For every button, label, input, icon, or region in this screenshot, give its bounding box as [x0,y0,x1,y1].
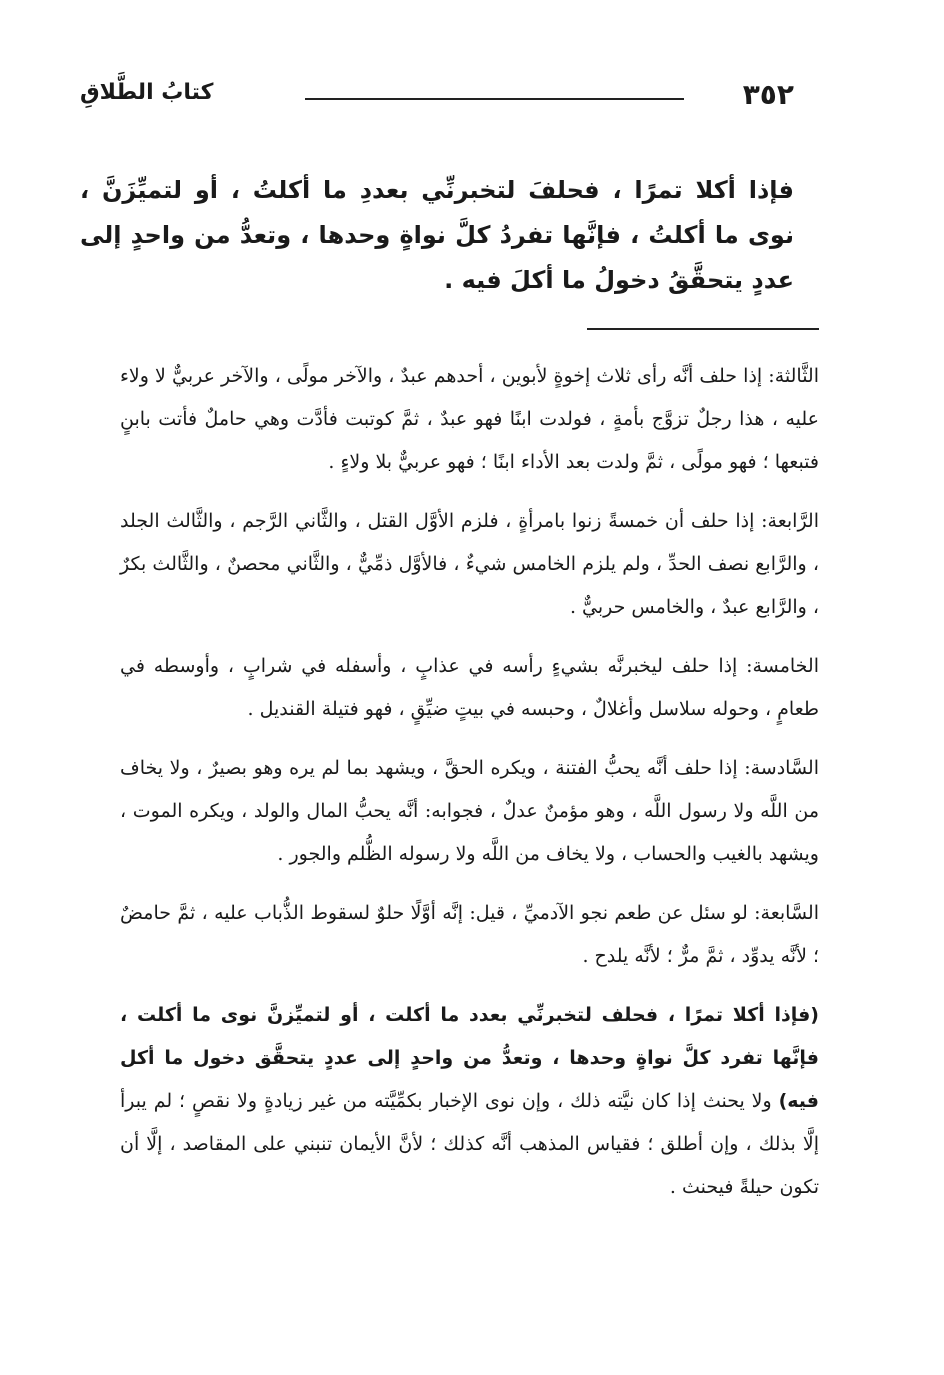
footnote-third: الثَّالثة: إذا حلف أنَّه رأى ثلاث إخوةٍ لأبوين ، أحدهم عبدٌ ، والآخر مولًى ، والآخر عربيٌّ لا ولاء عليه ، هذا رجلٌ تزوَّج بأمةٍ ، فولدت ابنًا فهو عبدٌ ، ثمَّ كوتبت فأدَّت وهي حاملٌ فأتت بابنٍ فتبعها ؛ فهو مولًى ، ثمَّ ولدت بعد الأداء ابنًا ؛ فهو عربيٌّ بلا ولاءٍ . [120,365,819,473]
book-title: كتابُ الطَّلاقِ [80,80,214,105]
commentary-paragraph [120,994,819,1209]
commentary-quote: (فإذا أكلا تمرًا ، فحلف لتخبرنِّي بعدد ما أكلت ، أو لتميِّزنَّ نوى ما أكلت ، فإنَّها تفرد كلَّ نواةٍ وحدها ، وتعدُّ من واحدٍ إلى عددٍ يتحقَّق دخول ما أكل فيه) [120,1004,819,1112]
footnotes [120,355,819,1225]
footnote-fifth: الخامسة: إذا حلف ليخبرنَّه بشيءٍ رأسه في عذابٍ ، وأسفله في شرابٍ ، وأوسطه في طعامٍ ، وحوله سلاسل وأغلالٌ ، وحبسه في بيتٍ ضيِّقٍ ، فهو فتيلة القنديل . [120,655,819,720]
page-header [80,78,794,118]
footnote-seventh: السَّابعة: لو سئل عن طعم نجو الآدميِّ ، قيل: إنَّه أوَّلًا حلوٌ لسقوط الذُّباب عليه ، ثمَّ حامضٌ ؛ لأنَّه يدوِّد ، ثمَّ مرٌّ ؛ لأنَّه يلدح . [120,902,819,967]
page-number: ٣٥٢ [742,78,794,111]
footnote-fourth: الرَّابعة: إذا حلف أن خمسةً زنوا بامرأةٍ ، فلزم الأوَّل القتل ، والثَّاني الرَّجم ، والثَّالث الجلد ، والرَّابع نصف الحدِّ ، ولم يلزم الخامس شيءٌ ، فالأوَّل ذمِّيٌّ ، والثَّاني محصنٌ ، والثَّالث بكرٌ ، والرَّابع عبدٌ ، والخامس حربيٌّ . [120,510,819,618]
footnote-separator [587,328,819,330]
main-text: فإذا أكلا تمرًا ، فحلفَ لتخبرنِّي بعددِ ما أكلتُ ، أو لتميِّزَنَّ ، نوى ما أكلتُ ، فإنَّها تفردُ كلَّ نواةٍ وحدها ، وتعدُّ من واحدٍ إلى عددٍ يتحقَّقُ دخولُ ما أكلَ فيه . [80,176,794,294]
footnote-sixth: السَّادسة: إذا حلف أنَّه يحبُّ الفتنة ، ويكره الحقَّ ، ويشهد بما لم يره وهو بصيرٌ ، ولا يخاف من اللَّه ولا رسول اللَّه ، وهو مؤمنٌ عدلٌ ، فجوابه: أنَّه يحبُّ المال والولد ، ويكره الموت ، ويشهد بالغيب والحساب ، ولا يخاف من اللَّه ولا رسوله الظُّلم والجور . [120,757,819,865]
commentary-text: ولا يحنث إذا كان نيَّته ذلك ، وإن نوى الإخبار بكمِّيَّته من غير زيادةٍ ولا نقصٍ ؛ لم يبرأ إلَّا بذلك ، وإن أطلق ؛ فقياس المذهب أنَّه كذلك ؛ لأنَّ الأيمان تنبني على المقاصد ، إلَّا أن تكون حيلةً فيحنث . [120,1090,819,1198]
header-rule [305,98,684,100]
